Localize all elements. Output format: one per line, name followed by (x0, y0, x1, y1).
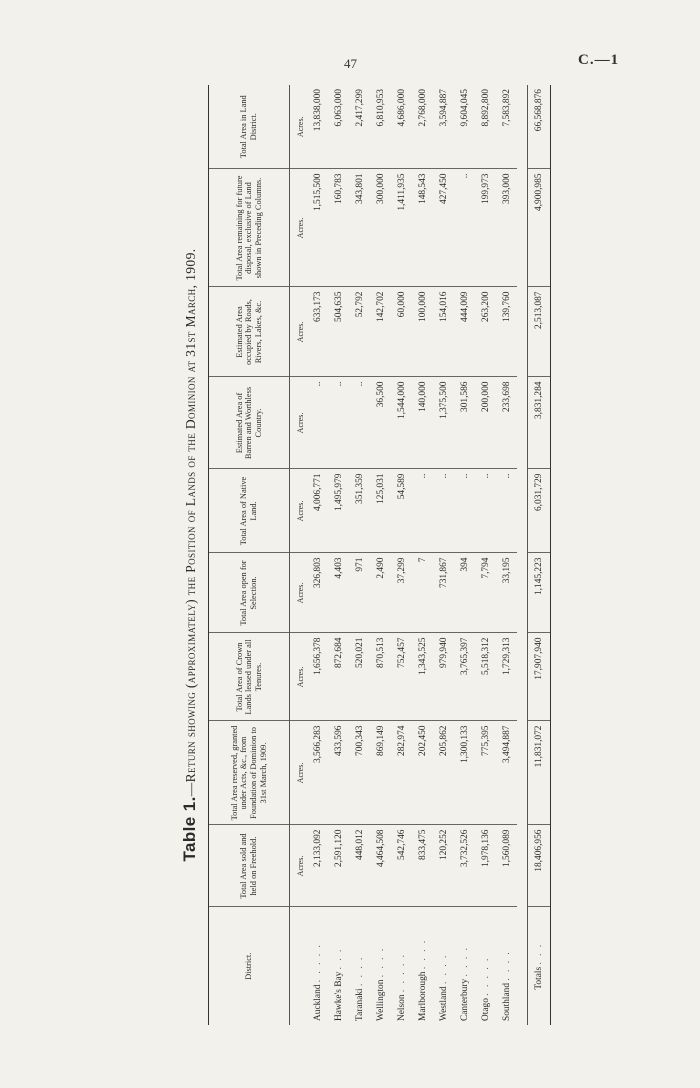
table-cell: 3,765,397 (454, 633, 475, 721)
table-cell: 1,729,313 (496, 633, 517, 721)
spacer-row (517, 85, 528, 1025)
table-cell: 300,000 (370, 169, 391, 287)
table-cell: 139,760 (496, 287, 517, 377)
spacer-cell (517, 85, 528, 1025)
table-cell: 1,544,000 (391, 377, 412, 469)
table-cell: 444,009 (454, 287, 475, 377)
table-cell: 120,252 (433, 825, 454, 907)
unit-label: Acres. (290, 169, 308, 287)
column-header: Total Area open for Selection. (209, 553, 290, 633)
table-cell: 979,940 (433, 633, 454, 721)
table-cell: 2,591,120 (328, 825, 349, 907)
table-cell: 731,867 (433, 553, 454, 633)
table-cell: 869,149 (370, 721, 391, 825)
table-cell: 351,359 (349, 469, 370, 553)
district-name-text: Auckland (312, 984, 323, 1021)
table-cell: 1,656,378 (307, 633, 328, 721)
table-cell: 3,732,526 (454, 825, 475, 907)
table-title-lead: Table 1. (180, 796, 199, 862)
table-cell: 971 (349, 553, 370, 633)
unit-label: Acres. (290, 377, 308, 469)
district-name-text: Marlborough (417, 971, 428, 1021)
district-name (349, 907, 370, 1025)
leader-dots: . . . . (375, 946, 386, 978)
district-name (391, 907, 412, 1025)
table-cell: 199,973 (475, 169, 496, 287)
table-cell: 37,299 (391, 553, 412, 633)
table-cell: 8,892,800 (475, 85, 496, 169)
table-row (496, 85, 517, 1025)
table-cell: 200,000 (475, 377, 496, 469)
table-cell: 504,635 (328, 287, 349, 377)
table-row (328, 85, 349, 1025)
table-title-text: —Return showing (approximately) the (183, 572, 198, 797)
table-cell: 4,403 (328, 553, 349, 633)
unit-label: Acres. (290, 469, 308, 553)
table-row (475, 85, 496, 1025)
table-row (412, 85, 433, 1025)
table-cell: 125,031 (370, 469, 391, 553)
table-cell: 700,343 (349, 721, 370, 825)
unit-label (290, 907, 308, 1025)
document-code: C.—1 (578, 52, 620, 68)
totals-cell: 1,145,223 (528, 553, 551, 633)
units-row (290, 85, 308, 1025)
unit-label: Acres. (290, 287, 308, 377)
table-cell: 6,810,953 (370, 85, 391, 169)
table-cell: 833,475 (412, 825, 433, 907)
table-cell: 7 (412, 553, 433, 633)
table-cell: 54,589 (391, 469, 412, 553)
table-cell: 148,543 (412, 169, 433, 287)
table-cell: 60,000 (391, 287, 412, 377)
table-cell: 1,300,133 (454, 721, 475, 825)
leader-dots: . . . . (438, 953, 449, 984)
table-cell: .. (433, 469, 454, 553)
table-row (370, 85, 391, 1025)
district-name-text: Taranaki (354, 988, 365, 1021)
totals-cell: 17,907,940 (528, 633, 551, 721)
table-cell: 1,375,500 (433, 377, 454, 469)
table-cell: 633,173 (307, 287, 328, 377)
table-cell: .. (496, 469, 517, 553)
totals-cell: 4,900,985 (528, 169, 551, 287)
table-cell: 100,000 (412, 287, 433, 377)
table-cell: 3,494,887 (496, 721, 517, 825)
table-cell: .. (307, 377, 328, 469)
leader-dots: . . . . (354, 955, 365, 986)
table-cell: 33,195 (496, 553, 517, 633)
table-cell: 140,000 (412, 377, 433, 469)
totals-cell: 11,831,072 (528, 721, 551, 825)
leader-dots: . . . . (459, 946, 470, 977)
district-name (328, 907, 349, 1025)
table-cell: .. (412, 469, 433, 553)
table-cell: 872,684 (328, 633, 349, 721)
table-cell: 1,978,136 (475, 825, 496, 907)
table-cell: .. (454, 469, 475, 553)
table-cell: 4,464,508 (370, 825, 391, 907)
leader-dots: . . . . (417, 938, 428, 970)
column-header: Total Area remaining for future disposal, exclusive of Land shown in Preceding Columns. (209, 169, 290, 287)
table-cell: 448,012 (349, 825, 370, 907)
district-name-text: Wellington (375, 979, 386, 1021)
district-name (307, 907, 328, 1025)
table-cell: 5,518,312 (475, 633, 496, 721)
table-cell: .. (349, 377, 370, 469)
table-cell: 13,838,000 (307, 85, 328, 169)
table-cell: 142,702 (370, 287, 391, 377)
table-cell: 160,783 (328, 169, 349, 287)
column-header: Total Area sold and held on Freehold. (209, 825, 290, 907)
leader-dots: . . . . . (312, 943, 323, 983)
table-cell: 282,974 (391, 721, 412, 825)
table-cell: 870,513 (370, 633, 391, 721)
table-cell: 301,586 (454, 377, 475, 469)
table-title-date: at 31st March, 1909. (183, 248, 198, 377)
table-cell: 3,566,283 (307, 721, 328, 825)
table-cell: 36,500 (370, 377, 391, 469)
table-cell: 4,006,771 (307, 469, 328, 553)
unit-label: Acres. (290, 633, 308, 721)
table-row (349, 85, 370, 1025)
table-cell: 2,133,092 (307, 825, 328, 907)
unit-label: Acres. (290, 721, 308, 825)
table-cell: 1,411,935 (391, 169, 412, 287)
district-name-text: Otago (480, 998, 491, 1021)
column-header: Estimated Area occupied by Roads, Rivers, Lakes, &c. (209, 287, 290, 377)
totals-cell: 6,031,729 (528, 469, 551, 553)
table-cell: 2,490 (370, 553, 391, 633)
column-header: Total Area of Native Land. (209, 469, 290, 553)
column-header: Total Area in Land District. (209, 85, 290, 169)
table-cell: 393,000 (496, 169, 517, 287)
district-name-text: Canterbury (459, 978, 470, 1021)
column-header: Estimated Area of Barren and Worthless Country. (209, 377, 290, 469)
table-cell: 7,583,892 (496, 85, 517, 169)
column-header: Total Area of Crown Lands leased under all Tenures. (209, 633, 290, 721)
table-cell: .. (454, 169, 475, 287)
header-row (209, 85, 290, 1025)
table-cell: 205,862 (433, 721, 454, 825)
table-cell: 7,794 (475, 553, 496, 633)
table-cell: 4,686,000 (391, 85, 412, 169)
page-number: 47 (344, 56, 357, 71)
table-cell: 1,560,089 (496, 825, 517, 907)
table-cell: 6,063,000 (328, 85, 349, 169)
totals-label (528, 907, 551, 1025)
leader-dots: . . . . (501, 950, 512, 981)
unit-label: Acres. (290, 553, 308, 633)
table-cell: 520,021 (349, 633, 370, 721)
leader-dots: . . . (333, 947, 344, 970)
district-name-text: Southland (501, 982, 512, 1021)
table-cell: .. (328, 377, 349, 469)
district-name-text: Westland (438, 986, 449, 1021)
totals-cell: 2,513,087 (528, 287, 551, 377)
district-name (370, 907, 391, 1025)
table-cell: 233,698 (496, 377, 517, 469)
leader-dots: . . . (534, 942, 544, 965)
table-cell: 394 (454, 553, 475, 633)
table-cell: 52,792 (349, 287, 370, 377)
table-row (433, 85, 454, 1025)
table-cell: 326,803 (307, 553, 328, 633)
district-name (412, 907, 433, 1025)
district-name (454, 907, 475, 1025)
column-header: Total Area reserved, granted under Acts, &c., from Foundation of Dominion to 31st March, 1909. (209, 721, 290, 825)
table-cell: 1,495,979 (328, 469, 349, 553)
column-header: District. (209, 907, 290, 1025)
table-cell: 9,604,045 (454, 85, 475, 169)
totals-row (528, 85, 551, 1025)
table-cell: 3,594,887 (433, 85, 454, 169)
totals-cell: 66,568,876 (528, 85, 551, 169)
table-cell: .. (475, 469, 496, 553)
totals-label-text: Totals (534, 966, 544, 990)
district-name-text: Hawke's Bay (333, 971, 344, 1021)
table-title (180, 75, 204, 1035)
table-cell: 2,417,299 (349, 85, 370, 169)
unit-label: Acres. (290, 825, 308, 907)
table-row (454, 85, 475, 1025)
table-row (391, 85, 412, 1025)
totals-cell: 3,831,284 (528, 377, 551, 469)
district-name (433, 907, 454, 1025)
table-cell: 202,450 (412, 721, 433, 825)
table-cell: 1,515,500 (307, 169, 328, 287)
district-name (496, 907, 517, 1025)
table-cell: 427,450 (433, 169, 454, 287)
district-name-text: Nelson (396, 994, 407, 1021)
table-cell: 542,746 (391, 825, 412, 907)
table-title-subject: Position of Lands of the Dominion (183, 376, 198, 573)
table-row (307, 85, 328, 1025)
leader-dots: . . . . . (396, 953, 407, 993)
table-cell: 1,343,525 (412, 633, 433, 721)
district-name (475, 907, 496, 1025)
unit-label: Acres. (290, 85, 308, 169)
table-cell: 343,801 (349, 169, 370, 287)
totals-cell: 18,406,956 (528, 825, 551, 907)
table-cell: 2,768,000 (412, 85, 433, 169)
land-position-table (208, 85, 551, 1025)
table-cell: 433,596 (328, 721, 349, 825)
table-cell: 154,016 (433, 287, 454, 377)
leader-dots: . . . . . (480, 956, 491, 996)
table-cell: 263,200 (475, 287, 496, 377)
rotated-table-page (180, 75, 544, 1035)
table-cell: 752,457 (391, 633, 412, 721)
table-cell: 775,395 (475, 721, 496, 825)
